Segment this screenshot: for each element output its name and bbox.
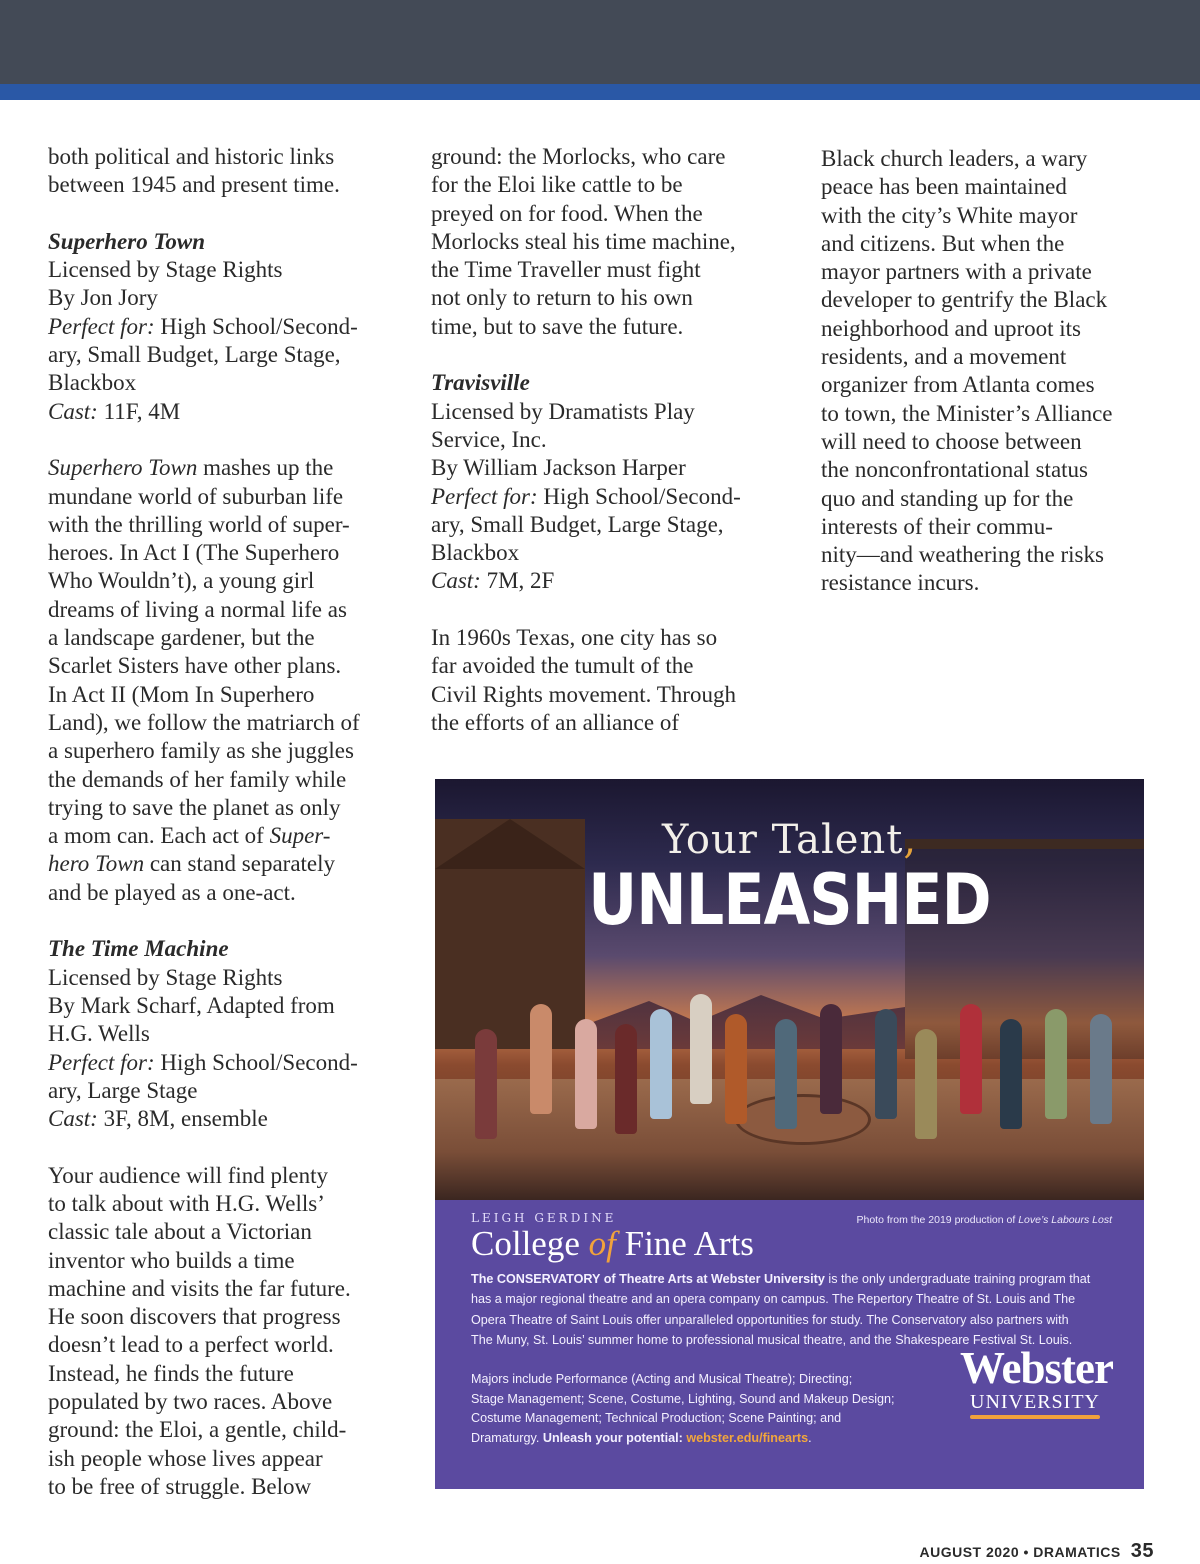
license-line: Service, Inc.: [431, 426, 547, 452]
italic-title: Super-: [269, 823, 331, 849]
cast-value: 11F, 4M: [97, 398, 181, 424]
webster-advertisement[interactable]: [435, 779, 1144, 1489]
perfect-for-line: [48, 1049, 393, 1077]
text-line: and be played as a one-act.: [48, 879, 296, 905]
perfect-for-line: [431, 483, 776, 511]
performer: [1000, 1019, 1022, 1129]
perfect-for-label: Perfect for:: [48, 313, 155, 339]
logo-main: Webster: [960, 1343, 1113, 1393]
header-accent-band: [0, 84, 1200, 100]
cast-line: [48, 1105, 393, 1133]
cast-label: Cast:: [48, 398, 98, 424]
text-line: to town, the Minister’s Alliance: [821, 400, 1113, 426]
text-line: developer to gentrify the Black: [821, 287, 1108, 313]
text-line: interests of their commu-: [821, 513, 1053, 539]
play-title-travisville: Travisville: [431, 370, 530, 396]
text-line: classic tale about a Victorian: [48, 1219, 312, 1245]
page-footer: [919, 1540, 1154, 1563]
perfect-for-label: Perfect for:: [48, 1049, 155, 1075]
performer: [820, 1004, 842, 1114]
ad-body-bold: The CONSERVATORY of Theatre Arts at Webster University: [471, 1272, 825, 1286]
text-line: neighborhood and uproot its: [821, 315, 1081, 341]
text-line: the efforts of an alliance of: [431, 709, 679, 735]
text-line: Blackbox: [431, 540, 520, 566]
perfect-for-value: High School/Second-: [154, 1049, 358, 1075]
author-line: By Jon Jory: [48, 285, 158, 311]
text-line: preyed on for food. When the: [431, 200, 703, 226]
performer: [575, 1019, 597, 1129]
text-line: ish people whose lives appear: [48, 1445, 323, 1471]
text-line: [48, 822, 393, 850]
majors-line: Costume Management; Technical Production; Scene Painting; and: [471, 1411, 842, 1426]
perfect-for-value: High School/Second-: [537, 483, 741, 509]
cast-line: [431, 567, 776, 595]
author-line: By William Jackson Harper: [431, 455, 686, 481]
text-line: ground: the Morlocks, who care: [431, 144, 726, 169]
performer: [690, 994, 712, 1104]
performer: [1090, 1014, 1112, 1124]
cast-line: [48, 398, 393, 426]
text-line: the Time Traveller must fight: [431, 257, 701, 283]
text-line: both political and historic links: [48, 144, 335, 169]
text-span: mashes up the: [197, 455, 334, 481]
performer: [915, 1029, 937, 1139]
license-line: Licensed by Stage Rights: [48, 964, 283, 990]
text-line: the nonconfrontational status: [821, 457, 1088, 483]
majors-line: [471, 1429, 941, 1449]
perfect-for-value: High School/Second-: [154, 313, 358, 339]
text-line: ground: the Eloi, a gentle, child-: [48, 1417, 347, 1443]
text-line: [48, 850, 393, 878]
college-text: Fine Arts: [615, 1224, 754, 1263]
text-span: can stand separately: [144, 851, 336, 877]
ad-body-text: is the only undergraduate training program that: [824, 1272, 1091, 1286]
ad-headline-top: [435, 817, 1144, 863]
text-line: mundane world of suburban life: [48, 483, 344, 509]
performer: [475, 1029, 497, 1139]
text-line: ary, Small Budget, Large Stage,: [431, 511, 724, 537]
cast-label: Cast:: [48, 1106, 98, 1132]
performer: [1045, 1009, 1067, 1119]
school-name-small: LEIGH GERDINE: [471, 1211, 617, 1225]
text-line: ary, Small Budget, Large Stage,: [48, 342, 341, 368]
performer: [775, 1019, 797, 1129]
ad-body: [471, 1269, 1111, 1350]
college-title: [471, 1224, 754, 1264]
performer: [725, 1014, 747, 1124]
college-text: College: [471, 1224, 589, 1263]
text-line: quo and standing up for the: [821, 485, 1074, 511]
stage-firepit: [735, 1094, 871, 1145]
text-line: a landscape gardener, but the: [48, 625, 315, 651]
majors-text: Dramaturgy.: [471, 1430, 543, 1445]
text-line: Black church leaders, a wary: [821, 146, 1088, 171]
cast-label: Cast:: [431, 568, 481, 594]
cast-value: 7M, 2F: [480, 568, 555, 594]
text-line: organizer from Atlanta comes: [821, 372, 1095, 398]
finearts-link[interactable]: webster.edu/finearts: [686, 1430, 809, 1445]
column-1: [48, 143, 393, 1501]
license-line: Licensed by Stage Rights: [48, 257, 283, 283]
author-line: H.G. Wells: [48, 1021, 150, 1047]
ad-headline-main: UNLEASHED: [588, 859, 991, 941]
text-line: between 1945 and present time.: [48, 172, 340, 198]
majors-line: Majors include Performance (Acting and Musical Theatre); Directing;: [471, 1372, 853, 1386]
text-line: the demands of her family while: [48, 766, 347, 792]
header-bar: [0, 0, 1200, 84]
majors-cta: Unleash your potential:: [542, 1430, 687, 1445]
perfect-for-label: Perfect for:: [431, 483, 538, 509]
text-line: In Act II (Mom In Superhero: [48, 681, 315, 707]
text-line: time, but to save the future.: [431, 313, 684, 339]
text-line: resistance incurs.: [821, 570, 980, 596]
logo-sub: UNIVERSITY: [970, 1391, 1100, 1413]
text-line: with the city’s White mayor: [821, 202, 1078, 228]
text-line: far avoided the tumult of the: [431, 653, 694, 679]
author-line: By Mark Scharf, Adapted from: [48, 992, 335, 1018]
perfect-for-line: [48, 313, 393, 341]
text-line: dreams of living a normal life as: [48, 596, 347, 622]
performer: [960, 1004, 982, 1114]
performer: [650, 1009, 672, 1119]
text-line: residents, and a movement: [821, 344, 1067, 370]
text-line: Instead, he finds the future: [48, 1360, 294, 1386]
text-line: In 1960s Texas, one city has so: [431, 625, 718, 651]
text-line: ary, Large Stage: [48, 1077, 198, 1103]
text-line: Land), we follow the matriarch of: [48, 709, 360, 735]
text-span: a mom can. Each act of: [48, 823, 270, 849]
photo-credit: [857, 1214, 1113, 1226]
webster-logo: [960, 1343, 1113, 1419]
column-2: [431, 143, 776, 737]
text-line: Blackbox: [48, 370, 137, 396]
ad-body-line: The Muny, St. Louis’ summer home to professional musical theatre, and the Shakespeare Festival St. Louis.: [471, 1332, 1073, 1347]
cast-value: 3F, 8M, ensemble: [97, 1106, 268, 1132]
text-line: [48, 454, 393, 482]
text-line: Who Wouldn’t), a young girl: [48, 568, 315, 594]
license-line: Licensed by Dramatists Play: [431, 398, 695, 424]
issue-label: AUGUST 2020 • DRAMATICS: [919, 1544, 1121, 1560]
headline-comma: ,: [903, 817, 918, 863]
text-line: to talk about with H.G. Wells’: [48, 1190, 325, 1216]
text-line: trying to save the planet as only: [48, 794, 341, 820]
italic-title: hero Town: [48, 851, 145, 877]
credit-text: Photo from the 2019 production of: [856, 1214, 1019, 1226]
credit-title: Love’s Labours Lost: [1018, 1214, 1112, 1226]
text-line: to be free of struggle. Below: [48, 1473, 312, 1499]
text-line: with the thrilling world of super-: [48, 511, 350, 537]
text-line: Scarlet Sisters have other plans.: [48, 653, 342, 679]
column-3: [821, 145, 1166, 598]
text-line: Your audience will find plenty: [48, 1162, 329, 1188]
ad-majors: [471, 1370, 941, 1448]
play-title-superhero-town: Superhero Town: [48, 228, 206, 254]
play-title-time-machine: The Time Machine: [48, 936, 229, 962]
text-line: peace has been maintained: [821, 174, 1067, 200]
text-line: Civil Rights movement. Through: [431, 681, 736, 707]
text-line: heroes. In Act I (The Superhero: [48, 540, 340, 566]
text-line: not only to return to his own: [431, 285, 693, 311]
text-line: a superhero family as she juggles: [48, 738, 354, 764]
performer: [875, 1009, 897, 1119]
text-line: will need to choose between: [821, 428, 1082, 454]
text-line: doesn’t lead to a perfect world.: [48, 1332, 334, 1358]
majors-text: .: [808, 1430, 812, 1445]
text-line: machine and visits the far future.: [48, 1275, 351, 1301]
logo-swoosh: [970, 1415, 1100, 1419]
performer: [615, 1024, 637, 1134]
ad-body-line: [471, 1269, 1111, 1289]
text-line: nity—and weathering the risks: [821, 542, 1104, 568]
text-line: Morlocks steal his time machine,: [431, 228, 736, 254]
text-line: populated by two races. Above: [48, 1389, 333, 1415]
performer: [530, 1004, 552, 1114]
text-line: He soon discovers that progress: [48, 1304, 341, 1330]
majors-line: Stage Management; Scene, Costume, Lighting, Sound and Makeup Design;: [471, 1391, 895, 1406]
page-number: 35: [1130, 1540, 1154, 1562]
italic-title: Superhero Town: [48, 455, 198, 481]
college-of: of: [588, 1224, 616, 1263]
text-line: and citizens. But when the: [821, 230, 1065, 256]
ad-body-line: has a major regional theatre and an opera company on campus. The Repertory Theatre of St. Louis and The: [471, 1292, 1076, 1307]
ad-body-line: Opera Theatre of Saint Louis offer unparalleled opportunities for study. The Conservatory also partners with: [471, 1312, 1069, 1327]
headline-text: Your Talent: [661, 817, 904, 863]
ad-photo: [435, 779, 1144, 1200]
text-line: for the Eloi like cattle to be: [431, 172, 683, 198]
text-line: mayor partners with a private: [821, 259, 1092, 285]
text-line: inventor who builds a time: [48, 1247, 295, 1273]
